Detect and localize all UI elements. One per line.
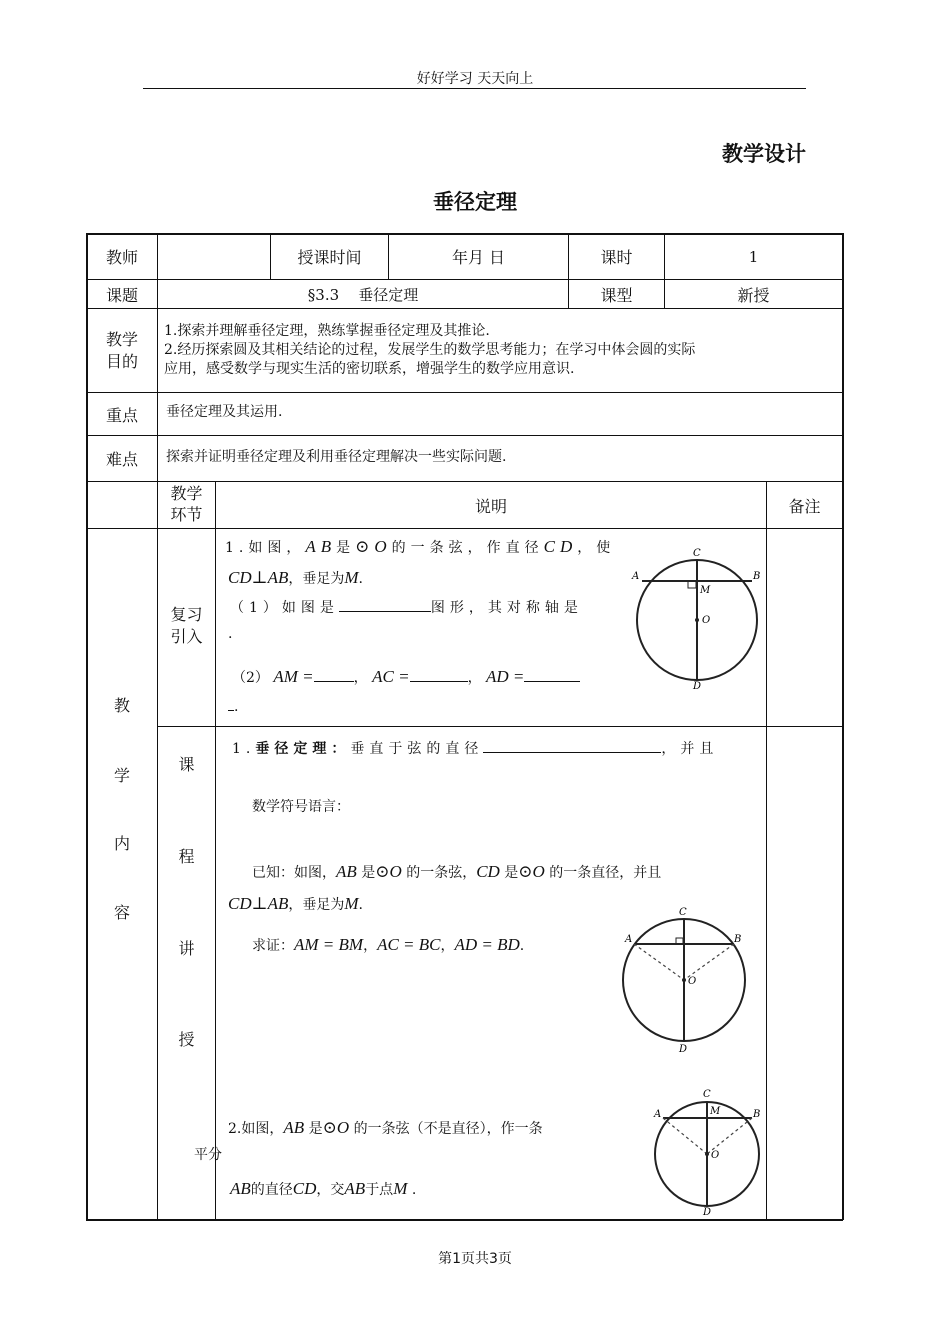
svg-text:M: M (700, 585, 711, 596)
key-point-value: 垂径定理及其运用. (166, 404, 283, 420)
difficulty-label: 难点 (105, 450, 138, 469)
svg-text:D: D (679, 1044, 688, 1055)
period-value: 1 (748, 247, 759, 266)
side-label-3: 内 (113, 833, 130, 853)
question2-line2: AB的直径CD，交AB于点M . (230, 1179, 417, 1198)
lecture-label-2: 程 (178, 846, 195, 866)
type-value: 新授 (737, 285, 770, 305)
goals-label: 教学 目的 (105, 329, 138, 371)
svg-text:B: B (753, 571, 761, 582)
side-label-2: 学 (113, 765, 130, 785)
prove-line: 求证：AM = BM，AC = BC，AD = BD. (252, 935, 525, 954)
side-label-1: 教 (113, 695, 130, 715)
header-divider (143, 88, 806, 89)
teacher-label: 教师 (105, 248, 138, 267)
side-label-4: 容 (113, 902, 130, 922)
circle-figure-3 (652, 1084, 764, 1217)
document-type: 教学设计 (722, 142, 806, 166)
svg-text:B: B (753, 1109, 761, 1120)
stage-header: 教学 环节 (170, 484, 203, 524)
svg-text:B: B (734, 934, 742, 945)
svg-text:O: O (711, 1150, 720, 1161)
svg-text:A: A (654, 1109, 662, 1120)
circle-figure-2 (622, 898, 750, 1058)
svg-text:M: M (710, 1106, 721, 1117)
svg-text:C: C (679, 907, 687, 918)
svg-text:C: C (703, 1089, 711, 1100)
svg-text:D: D (693, 681, 702, 691)
svg-text:A: A (632, 571, 640, 582)
time-label: 授课时间 (297, 248, 362, 267)
svg-text:D: D (703, 1207, 712, 1217)
given-line1: 已知：如图，AB 是⊙O 的一条弦，CD 是⊙O 的一条直径，并且 (252, 862, 662, 881)
review-q1-end: . (228, 626, 233, 642)
review-question-line2: CD⊥AB，垂足为M. (228, 568, 363, 587)
svg-text:O: O (688, 976, 697, 987)
teacher-value (158, 234, 270, 279)
theorem-statement: 1.垂径定理：垂直于弦的直径 ，并且 (232, 741, 719, 757)
lecture-label-4: 授 (178, 1029, 195, 1049)
lecture-label-1: 课 (178, 754, 195, 774)
desc-header: 说明 (474, 496, 507, 516)
key-point-label: 重点 (105, 405, 138, 425)
page-title: 垂径定理 (433, 190, 517, 214)
review-question-line1: 1.如图，AB是⊙O的一条弦，作直径CD，使 (225, 537, 616, 556)
page-footer: 第1页共3页 (438, 1251, 512, 1267)
time-value: 年月 日 (451, 248, 506, 267)
question2-line1: 2.如图，AB 是⊙O 的一条弦（不是直径），作一条 (228, 1118, 543, 1137)
symbol-language: 数学符号语言： (252, 799, 350, 815)
difficulty-value: 探索并证明垂径定理及利用垂径定理解决一些实际问题. (166, 449, 507, 465)
lecture-label-3: 讲 (178, 938, 195, 958)
type-label: 课型 (600, 285, 633, 305)
svg-text:A: A (625, 934, 633, 945)
review-q2: （2） AM = ， AC = ， AD = (232, 665, 580, 689)
period-label: 课时 (600, 248, 633, 267)
topic-value: §3.3 垂径定理 (307, 285, 419, 304)
remark-header: 备注 (788, 496, 821, 516)
svg-text:O: O (702, 615, 711, 626)
review-stage-label: 复习 引入 (170, 605, 203, 646)
review-q2-end: . (228, 698, 238, 718)
goals-text: 1.探索并理解垂径定理，熟练掌握垂径定理及其推论. 2.经历探索圆及其相关结论的过程，发展学生的数学思考能力；在学习中体会圆的实际 应用，感受数学与现实生活的密切联系，增强学生的数学应用意识. (164, 323, 696, 377)
circle-figure-1 (630, 543, 764, 691)
question2-bisect: 平分 (194, 1147, 222, 1163)
header-motto: 好好学习 天天向上 (416, 71, 534, 87)
review-q1: （1）如图是 图形，其对称轴是 (230, 600, 583, 616)
topic-label: 课题 (105, 285, 138, 305)
svg-text:C: C (693, 548, 701, 559)
center-o (695, 618, 699, 622)
given-line2: CD⊥AB，垂足为M. (228, 894, 363, 913)
